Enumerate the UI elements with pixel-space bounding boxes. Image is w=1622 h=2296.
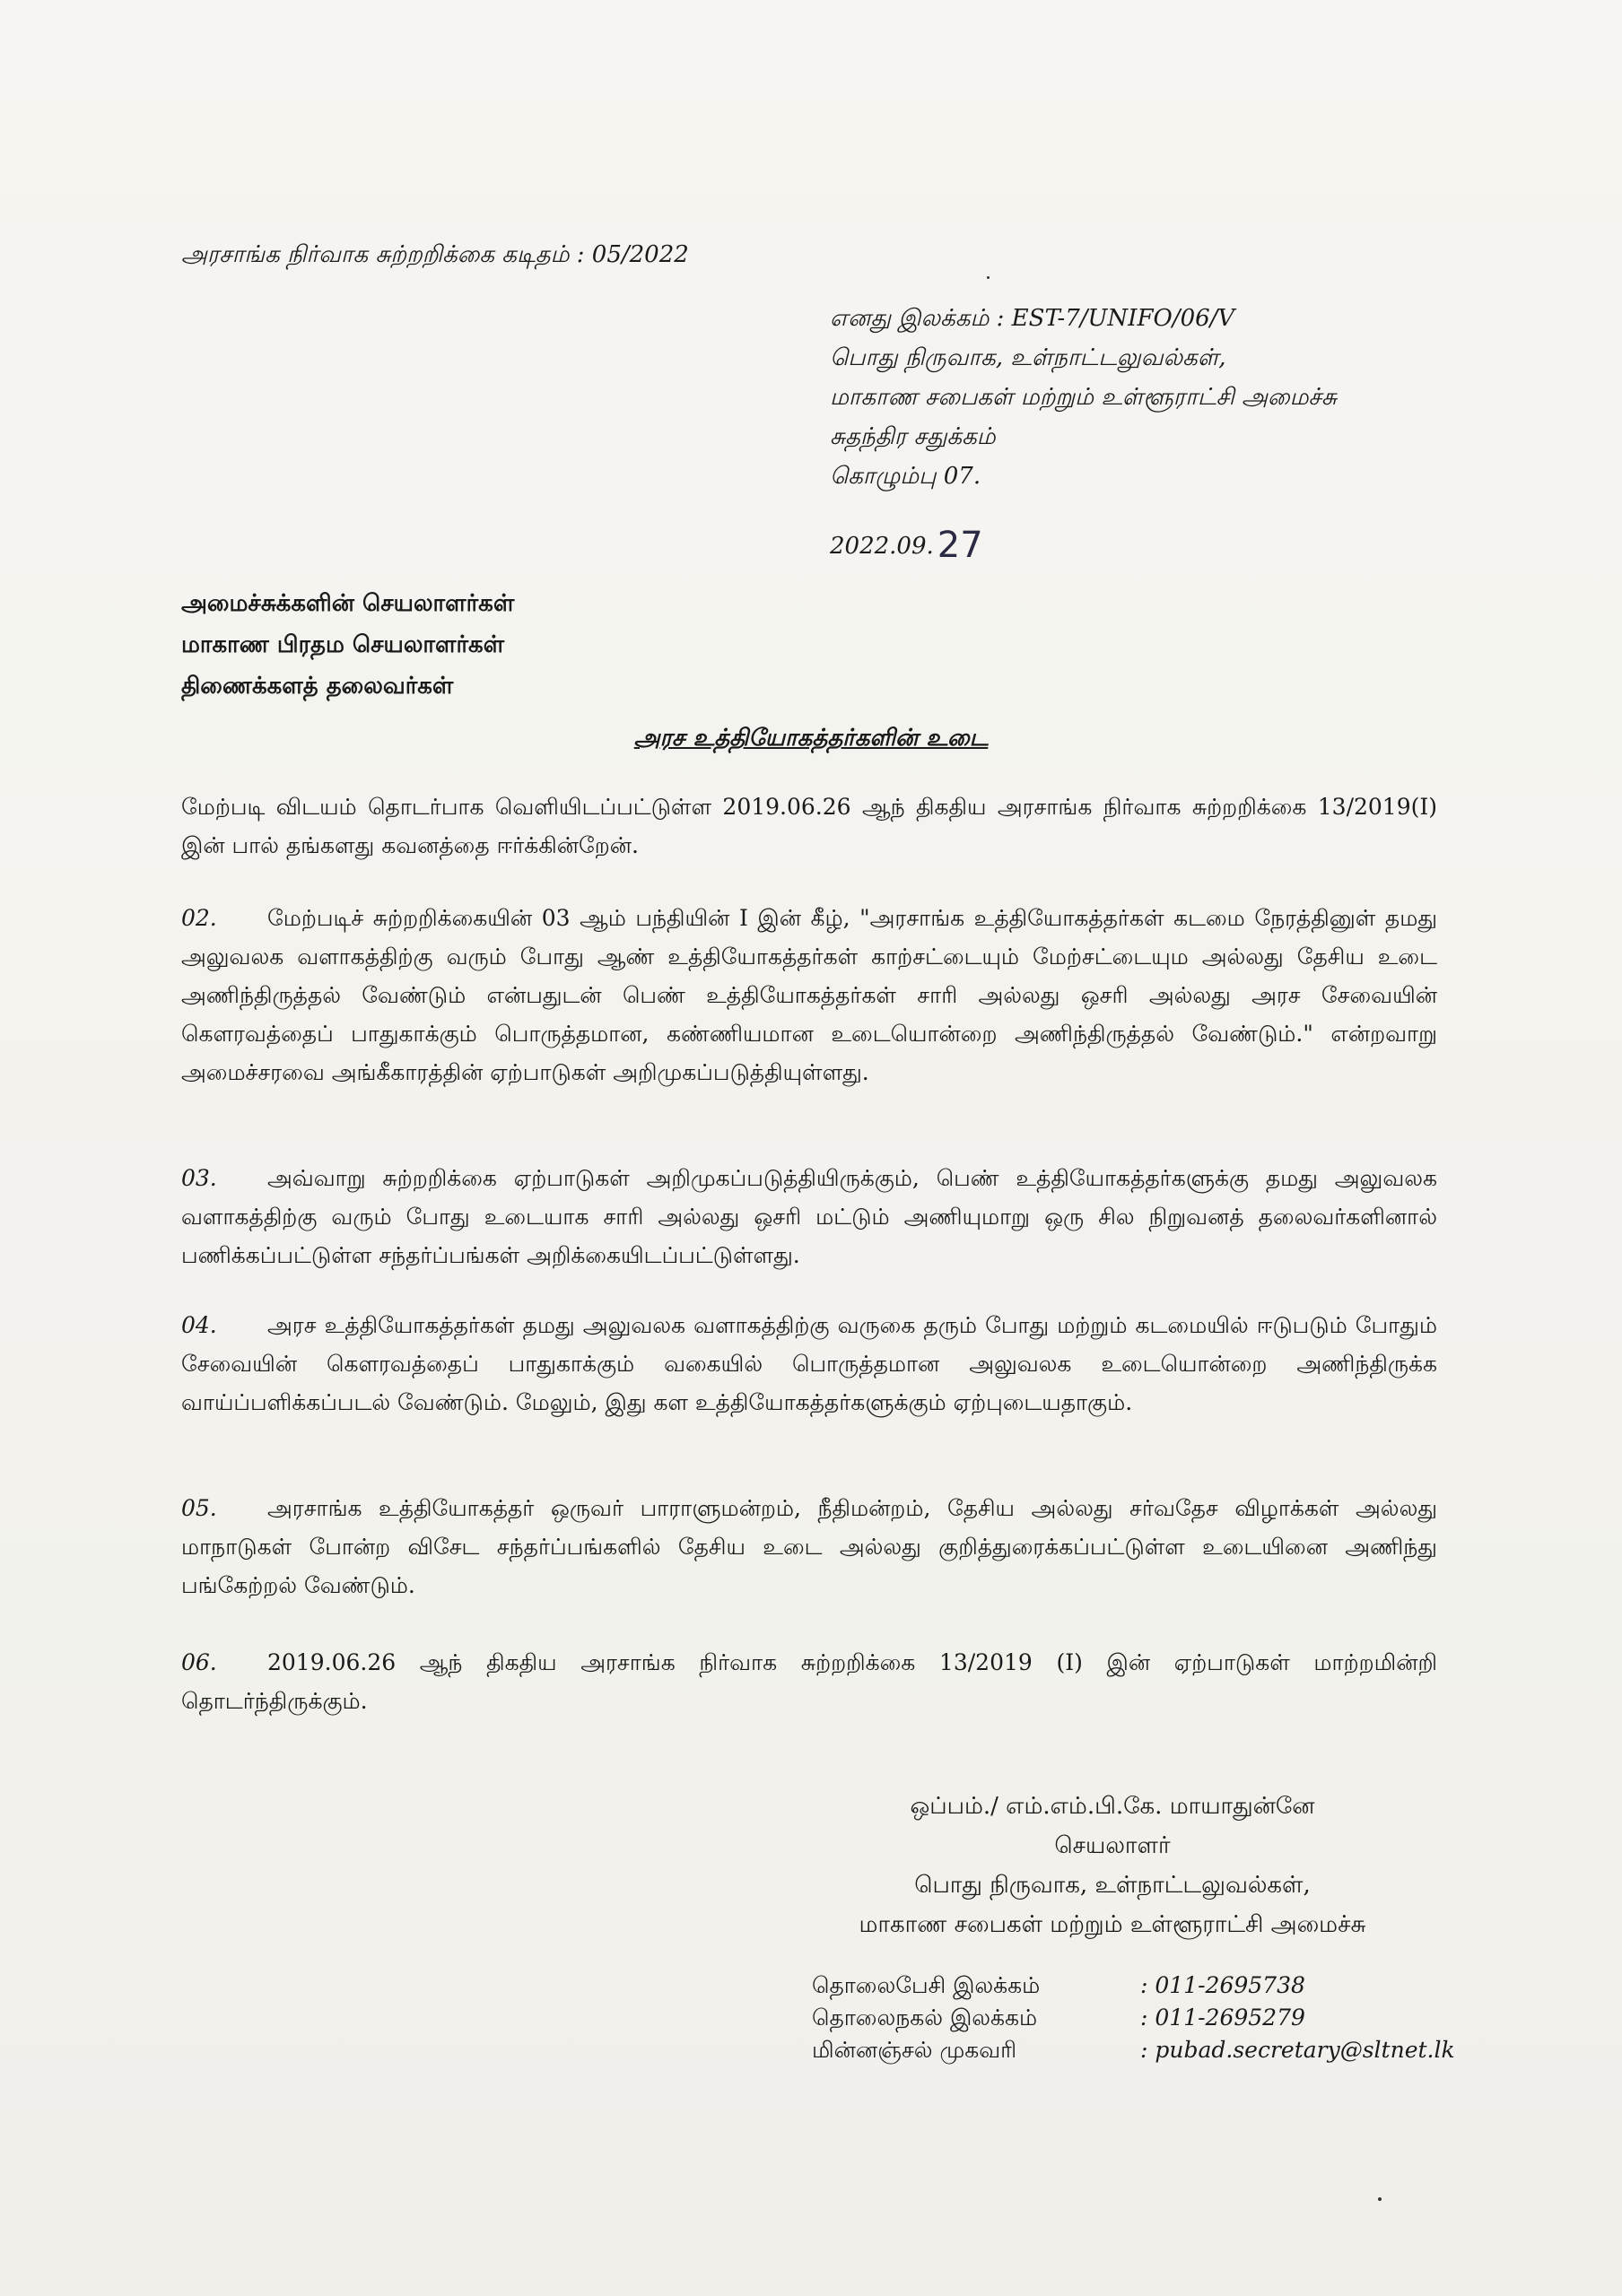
paragraph-4: [181, 1306, 1437, 1422]
signatory-ministry: பொது நிருவாக, உள்நாட்டலுவல்கள்,: [914, 1872, 1311, 1899]
contact-row-fax: [812, 2002, 1455, 2034]
paragraph-number: 04.: [181, 1312, 217, 1338]
addressee-line: அமைச்சுக்களின் செயலாளர்கள்: [181, 590, 515, 617]
addressee-line: மாகாண பிரதம செயலாளர்கள்: [181, 631, 505, 658]
sender-line: பொது நிருவாக, உள்நாட்டலுவல்கள்,: [830, 344, 1226, 371]
sender-address-block: [830, 299, 1337, 496]
paragraph-1: [181, 787, 1437, 865]
circular-reference: அரசாங்க நிர்வாக சுற்றறிக்கை கடிதம் : 05/2022: [181, 241, 689, 268]
reference-number: எனது இலக்கம் : EST-7/UNIFO/06/V: [830, 305, 1235, 332]
paragraph-6: [181, 1643, 1437, 1720]
sender-line: மாகாண சபைகள் மற்றும் உள்ளூராட்சி அமைச்சு: [830, 384, 1337, 411]
fax-value: : 011-2695279: [1140, 2005, 1305, 2031]
scan-speck: [987, 276, 990, 279]
paragraph-5: [181, 1489, 1437, 1605]
paragraph-text: அவ்வாறு சுற்றறிக்கை ஏற்பாடுகள் அறிமுகப்படுத்தியிருக்கும், பெண் உத்தியோகத்தர்களுக்கு தமது அலுவலக வளாகத்திற்கு வரும் போது உடையாக சாரி அல்லது ஒசரி மட்டும் அணியுமாறு ஒரு சில நிறுவனத் தலைவர்களினால் பணிக்கப்பட்டுள்ள சந்தர்ப்பங்கள் அறிக்கையிடப்பட்டுள்ளது.: [181, 1165, 1437, 1268]
paragraph-text: மேற்படிச் சுற்றறிக்கையின் 03 ஆம் பந்தியின் I இன் கீழ், "அரசாங்க உத்தியோகத்தர்கள் கடமை நேரத்தினுள் தமது அலுவலக வளாகத்திற்கு வரும் போது ஆண் உத்தியோகத்தர்கள் காற்சட்டையும் மேற்சட்டையும அல்லது தேசிய உடை அணிந்திருத்தல் வேண்டும் என்பதுடன் பெண் உத்தியோகத்தர்கள் சாரி அல்லது ஒசரி அல்லது அரச சேவையின் கௌரவத்தைப் பாதுகாக்கும் பொருத்தமான, கண்ணியமான உடையொன்றை அணிந்திருத்தல் வேண்டும்." என்றவாறு அமைச்சரவை அங்கீகாரத்தின் ஏற்பாடுகள் அறிமுகப்படுத்தியுள்ளது.: [181, 905, 1437, 1085]
signatory-name: ஒப்பம்./ எம்.எம்.பி.கே. மாயாதுன்னே: [910, 1793, 1315, 1820]
date-printed: 2022.09.: [830, 533, 934, 560]
paragraph-number: 02.: [181, 905, 217, 931]
contact-row-phone: [812, 1970, 1455, 2002]
email-value: : pubad.secretary@sltnet.lk: [1140, 2037, 1455, 2063]
sender-line: சுதந்திர சதுக்கம்: [830, 423, 996, 450]
email-label: மின்னஞ்சல் முகவரி: [812, 2037, 1017, 2063]
contact-details: [812, 1970, 1455, 2066]
signatory-ministry: மாகாண சபைகள் மற்றும் உள்ளூராட்சி அமைச்சு: [859, 1911, 1366, 1938]
contact-row-email: [812, 2034, 1455, 2066]
paragraph-number: 03.: [181, 1165, 217, 1191]
letter-date: [830, 522, 983, 566]
paragraph-text: 2019.06.26 ஆந் திகதிய அரசாங்க நிர்வாக சுற்றறிக்கை 13/2019 (I) இன் ஏற்பாடுகள் மாற்றமின்றி தொடர்ந்திருக்கும்.: [181, 1649, 1437, 1714]
addressee-block: [181, 583, 514, 707]
subject-heading: [0, 725, 1622, 754]
paragraph-text: அரச உத்தியோகத்தர்கள் தமது அலுவலக வளாகத்திற்கு வருகை தரும் போது மற்றும் கடமையில் ஈடுபடும் போதும் சேவையின் கௌரவத்தைப் பாதுகாக்கும் வகையில் பொருத்தமான அலுவலக உடையொன்றை அணிந்திருக்க வாய்ப்பளிக்கப்படல் வேண்டும். மேலும், இது கள உத்தியோகத்தர்களுக்கும் ஏற்புடையதாகும்.: [181, 1312, 1437, 1415]
signatory-title: செயலாளர்: [1054, 1832, 1171, 1859]
subject-text: அரச உத்தியோகத்தர்களின் உடை: [633, 725, 989, 752]
paragraph-text: மேற்படி விடயம் தொடர்பாக வெளியிடப்பட்டுள்ள 2019.06.26 ஆந் திகதிய அரசாங்க நிர்வாக சுற்றறிக்கை 13/2019(I) இன் பால் தங்களது கவனத்தை ஈர்க்கின்றேன்.: [181, 794, 1437, 858]
fax-label: தொலைநகல் இலக்கம்: [812, 2005, 1038, 2031]
addressee-line: திணைக்களத் தலைவர்கள்: [181, 673, 454, 700]
sender-line: கொழும்பு 07.: [830, 463, 981, 490]
date-handwritten-day: 27: [937, 525, 983, 566]
paragraph-text: அரசாங்க உத்தியோகத்தர் ஒருவர் பாராளுமன்றம், நீதிமன்றம், தேசிய அல்லது சர்வதேச விழாக்கள் அல்லது மாநாடுகள் போன்ற விசேட சந்தர்ப்பங்களில் தேசிய உடை அல்லது குறித்துரைக்கப்பட்டுள்ள உடையினை அணிந்து பங்கேற்றல் வேண்டும்.: [181, 1495, 1437, 1598]
phone-label: தொலைபேசி இலக்கம்: [812, 1972, 1041, 1998]
paragraph-number: 06.: [181, 1649, 217, 1675]
paragraph-3: [181, 1159, 1437, 1274]
phone-value: : 011-2695738: [1140, 1972, 1305, 1998]
scan-speck: [1378, 2197, 1382, 2201]
paragraph-number: 05.: [181, 1495, 217, 1521]
signature-block: [780, 1787, 1444, 1944]
paragraph-2: [181, 899, 1437, 1091]
